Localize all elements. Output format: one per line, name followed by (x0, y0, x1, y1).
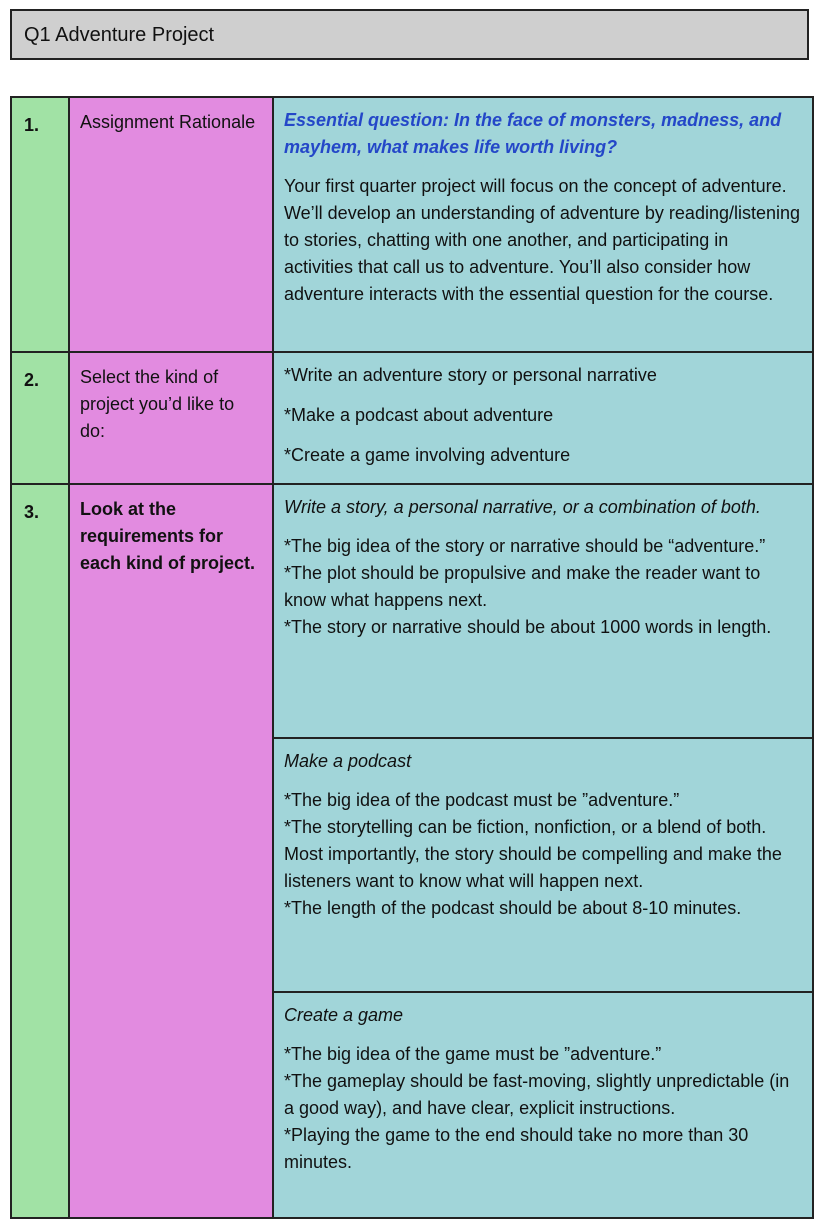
row-label: Assignment Rationale (69, 97, 273, 352)
row-label: Select the kind of project you’d like to do: (69, 352, 273, 484)
document-title: Q1 Adventure Project (24, 24, 215, 46)
row-number: 1. (11, 97, 69, 352)
requirement-item: *The plot should be propulsive and make the reader want to know what happens next. (284, 563, 761, 610)
requirement-item: *Playing the game to the end should take no more than 30 minutes. (284, 1125, 749, 1172)
option-item: *Create a game involving adventure (284, 445, 571, 465)
rationale-cell (273, 97, 813, 352)
row-number: 2. (11, 352, 69, 484)
project-heading: Create a game (284, 1005, 404, 1025)
option-item: *Write an adventure story or personal narrative (284, 365, 657, 385)
requirement-item: *The big idea of the podcast must be ”adventure.” (284, 790, 680, 810)
project-table (10, 96, 814, 1219)
requirement-item: *The big idea of the story or narrative should be “adventure.” (284, 536, 766, 556)
requirement-item: *The length of the podcast should be about 8-10 minutes. (284, 898, 742, 918)
project-heading: Make a podcast (284, 751, 412, 771)
requirement-item: *The storytelling can be fiction, nonfiction, or a blend of both. Most importantly, the story should be compelling and make the listeners want to know what will happen next. (284, 817, 782, 891)
requirement-item: *The big idea of the game must be ”adventure.” (284, 1044, 662, 1064)
essential-question: Essential question: In the face of monsters, madness, and mayhem, what makes life worth living? (284, 110, 782, 157)
project-podcast-cell (273, 738, 813, 992)
project-heading: Write a story, a personal narrative, or a combination of both. (284, 497, 761, 517)
requirement-item: *The story or narrative should be about 1000 words in length. (284, 617, 772, 637)
project-story-cell (273, 484, 813, 738)
requirement-item: *The gameplay should be fast-moving, slightly unpredictable (in a good way), and have clear, explicit instructions. (284, 1071, 790, 1118)
document-title-bar (10, 9, 809, 60)
table-row-requirements (11, 484, 813, 738)
options-cell (273, 352, 813, 484)
project-game-cell (273, 992, 813, 1218)
row-number: 3. (11, 484, 69, 1218)
table-row-select (11, 352, 813, 484)
row-label: Look at the requirements for each kind of project. (69, 484, 273, 1218)
option-item: *Make a podcast about adventure (284, 405, 554, 425)
table-row-rationale (11, 97, 813, 352)
rationale-text: Your first quarter project will focus on the concept of adventure. We’ll develop an understanding of adventure by reading/listening to stories, chatting with one another, and participating in activities that call us to adventure. You’ll also consider how adventure interacts with the essential question for the course. (284, 176, 801, 304)
